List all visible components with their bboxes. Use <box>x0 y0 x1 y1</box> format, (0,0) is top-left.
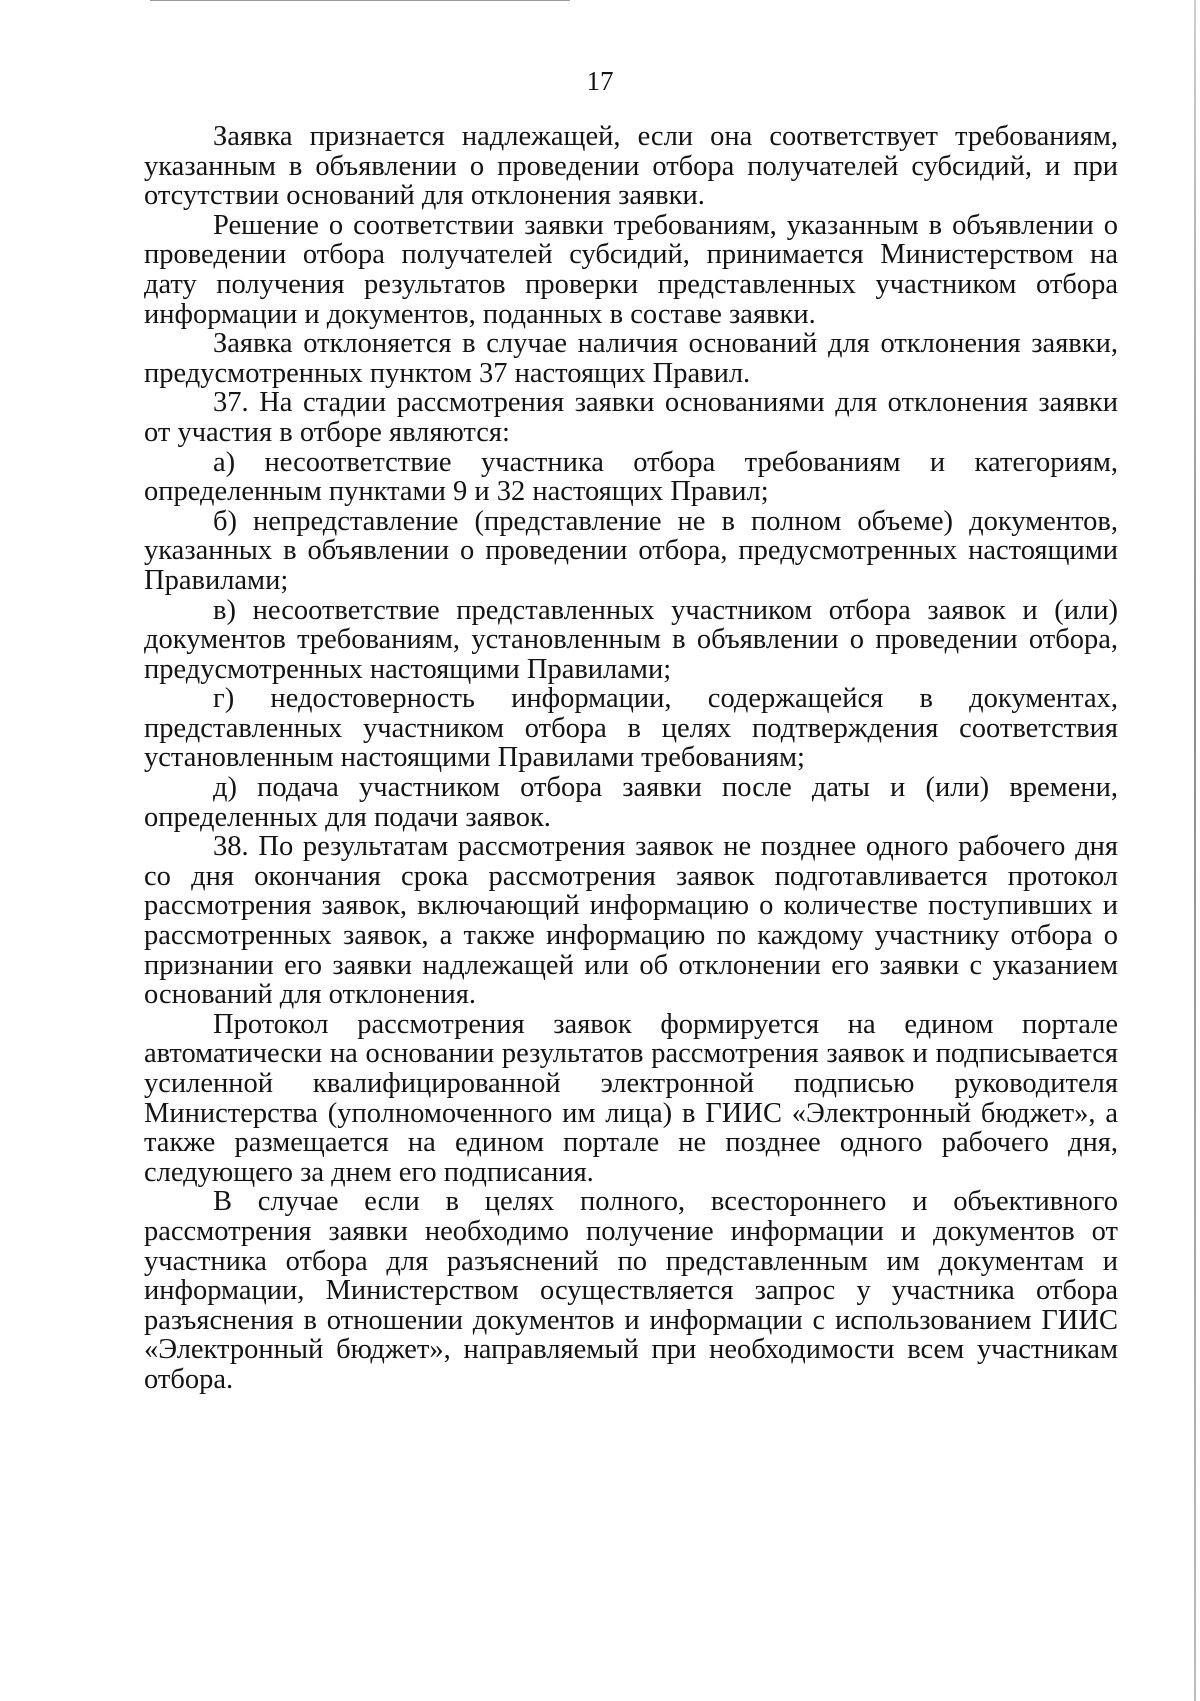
paragraph-item-b: б) непредставление (представление не в полном объеме) документов, указанных в объявлении о проведении отбора, предусмотренных настоящими Правилами; <box>144 505 1118 596</box>
paragraph-clause-37: 37. На стадии рассмотрения заявки основаниями для отклонения заявки от участия в отборе являются: <box>144 387 1118 448</box>
paragraph-item-a: а) несоответствие участника отбора требованиям и категориям, определенным пунктами 9 и 32 настоящих Правил; <box>144 446 1118 508</box>
paragraph-item-d: д) подача участником отбора заявки после даты и (или) времени, определенных для подачи заявок. <box>144 772 1118 833</box>
paragraph-item-g: г) недостоверность информации, содержащейся в документах, представленных участником отбора в целях подтверждения соответствия установленным настоящими Правилами требованиям; <box>144 683 1118 774</box>
scan-edge-top <box>150 0 570 1</box>
paragraph-clarification-request: В случае если в целях полного, всестороннего и объективного рассмотрения заявки необходимо получение информации и документов от участника отбора для разъяснений по представленным им документам и информации, Министерством осуществляется запрос у участника отбора разъяснения в отношении документов и информации с использованием ГИИС «Электронный бюджет», направляемый при необходимости всем участникам отбора. <box>144 1186 1118 1395</box>
paragraph-clause-38: 38. По результатам рассмотрения заявок не позднее одного рабочего дня со дня окончания срока рассмотрения заявок подготавливается протокол рассмотрения заявок, включающий информацию о количестве поступивших и рассмотренных заявок, а также информацию по каждому участнику отбора о признании его заявки надлежащей или об отклонении его заявки с указанием оснований для отклонения. <box>144 831 1118 1011</box>
paragraph-protocol: Протокол рассмотрения заявок формируется на едином портале автоматически на основании результатов рассмотрения заявок и подписывается усиленной квалифицированной электронной подписью руководителя Министерства (уполномоченного им лица) в ГИИС «Электронный бюджет», а также размещается на едином портале не позднее одного рабочего дня, следующего за днем его подписания. <box>144 1008 1118 1188</box>
paragraph-item-v: в) несоответствие представленных участником отбора заявок и (или) документов требованиям, установленным в объявлении о проведении отбора, предусмотренных настоящими Правилами; <box>144 594 1118 685</box>
paragraph-decision-compliance: Решение о соответствии заявки требованиям, указанным в объявлении о проведении отбора получателей субсидий, принимается Министерством на дату получения результатов проверки представленных участником отбора информации и документов, поданных в составе заявки. <box>144 209 1118 330</box>
scan-edge-right <box>1194 0 1196 1701</box>
page-number: 17 <box>586 66 614 96</box>
document-body <box>144 122 1118 1395</box>
paragraph-application-proper: Заявка признается надлежащей, если она соответствует требованиям, указанным в объявлении о проведении отбора получателей субсидий, и при отсутствии оснований для отклонения заявки. <box>144 121 1118 212</box>
paragraph-application-rejected: Заявка отклоняется в случае наличия оснований для отклонения заявки, предусмотренных пунктом 37 настоящих Правил. <box>144 328 1118 389</box>
